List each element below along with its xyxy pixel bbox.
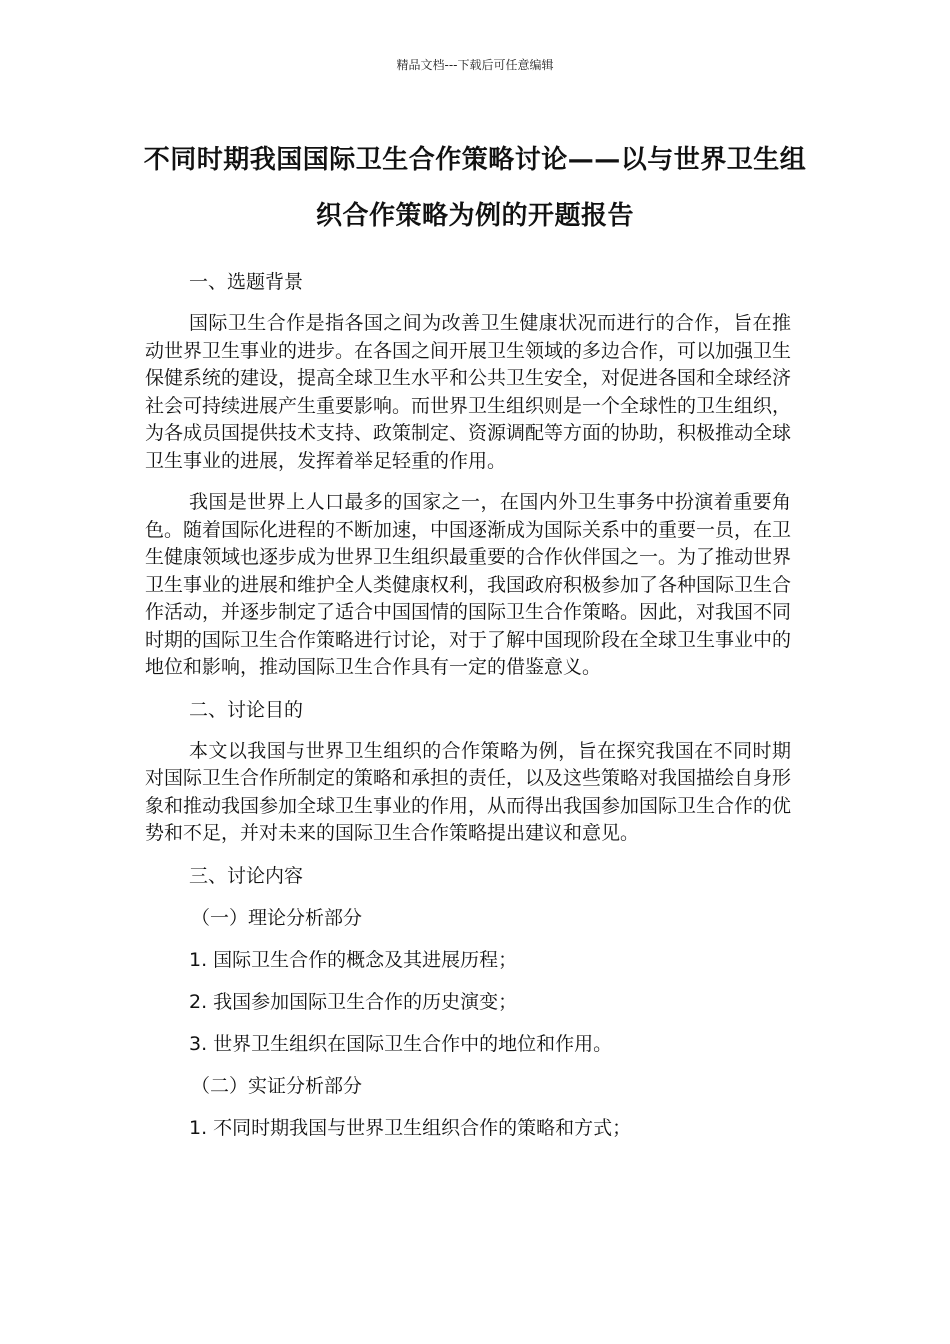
- header-note: 精品文档---下载后可任意编辑: [396, 58, 554, 72]
- list-item: 2. 我国参加国际卫生合作的历史演变；: [189, 990, 518, 1013]
- section-heading-content: 三、讨论内容: [189, 864, 304, 887]
- section-heading-background: 一、选题背景: [189, 271, 304, 293]
- list-item: 1. 不同时期我国与世界卫生组织合作的策略和方式；: [189, 1116, 632, 1139]
- paragraph-background-2: 我国是世界上人口最多的国家之一，在国内外卫生事务中扮演着重要角色。随着国际化进程的不断加速，中国逐渐成为国际关系中的重要一员，在卫生健康领域也逐步成为世界卫生组织最重要的合作伙伴国之一。为了推动世界卫生事业的进展和维护全人类健康权利，我国政府积极参加了各种国际卫生合作活动，并逐步制定了适合中国国情的国际卫生合作策略。因此，对我国不同时期的国际卫生合作策略进行讨论，对于了解中国现阶段在全球卫生事业中的地位和影响，推动国际卫生合作具有一定的借鉴意义。: [145, 491, 792, 678]
- list-item: 3. 世界卫生组织在国际卫生合作中的地位和作用。: [189, 1032, 613, 1055]
- document-title: 不同时期我国国际卫生合作策略讨论——以与世界卫生组织合作策略为例的开题报告: [143, 145, 807, 231]
- paragraph-purpose: 本文以我国与世界卫生组织的合作策略为例，旨在探究我国在不同时期对国际卫生合作所制定的策略和承担的责任，以及这些策略对我国描绘自身形象和推动我国参加全球卫生事业的作用，从而得出我国参加国际卫生合作的优势和不足，并对未来的国际卫生合作策略提出建议和意见。: [145, 739, 792, 844]
- list-item: 1. 国际卫生合作的概念及其进展历程；: [189, 948, 518, 971]
- document-body: [145, 268, 791, 1156]
- section-heading-purpose: 二、讨论目的: [189, 698, 304, 721]
- paragraph-background-1: 国际卫生合作是指各国之间为改善卫生健康状况而进行的合作，旨在推动世界卫生事业的进步。在各国之间开展卫生领域的多边合作，可以加强卫生保健系统的建设，提高全球卫生水平和公共卫生安全，对促进各国和全球经济社会可持续进展产生重要影响。而世界卫生组织则是一个全球性的卫生组织，为各成员国提供技术支持、政策制定、资源调配等方面的协助，积极推动全球卫生事业的进展，发挥着举足轻重的作用。: [145, 312, 792, 472]
- subsection-heading-theory: （一）理论分析部分: [191, 906, 363, 929]
- subsection-heading-empirical: （二）实证分析部分: [191, 1074, 363, 1097]
